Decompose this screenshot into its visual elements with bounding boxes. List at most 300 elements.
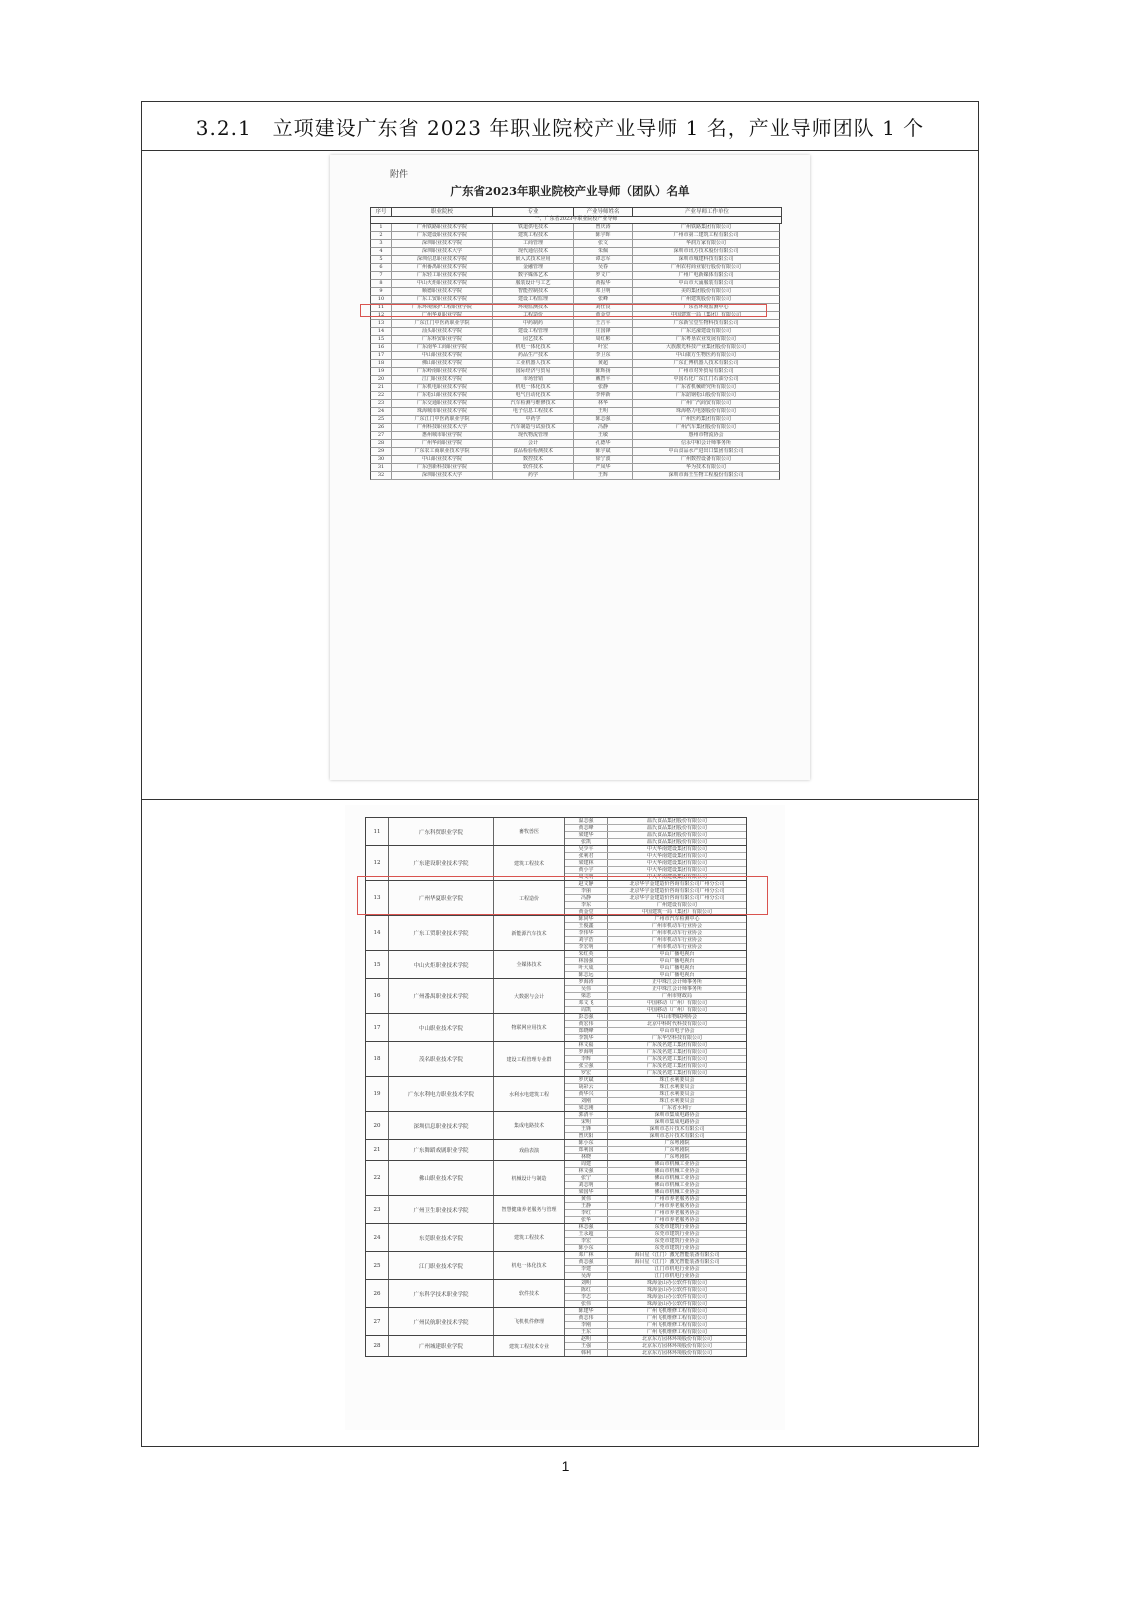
- member-row: [565, 1189, 746, 1195]
- member-name: 吴少平: [565, 846, 608, 852]
- member-row: [565, 1231, 746, 1238]
- member-company: 广州市养老服务协会: [654, 1196, 700, 1202]
- team-school: 中山火炬职业技术学院: [389, 951, 494, 978]
- table-cell: 3: [371, 240, 392, 247]
- section-heading: 3.2.1 立项建设广东省 2023 年职业院校产业导师 1 名，产业导师团队 1 个: [142, 102, 978, 151]
- scan-title: 广东省2023年职业院校产业导师（团队）名单: [450, 184, 690, 198]
- team-members: [565, 1042, 746, 1076]
- team-major: 戏曲表演: [494, 1140, 565, 1160]
- member-company: 温氏食品集团股份有限公司: [646, 825, 707, 831]
- member-name: 刘明: [565, 1280, 608, 1286]
- table-cell: 珠海城市职业技术学院: [392, 408, 493, 415]
- table-cell: 5: [371, 256, 392, 263]
- member-name: 张宁: [565, 1175, 608, 1181]
- member-company: 珠海金山办公软件有限公司: [646, 1301, 707, 1307]
- table-cell: 王敏: [574, 432, 633, 439]
- table-cell: 广州数控设备有限公司: [680, 456, 731, 462]
- table-cell: 王辉: [574, 472, 633, 479]
- table-cell: 刘仕良: [574, 304, 633, 311]
- table-cell: 汽车检测与维修技术: [493, 400, 574, 407]
- member-name: 温志强: [565, 818, 608, 824]
- table-cell: 广东松山职业技术学院: [392, 392, 493, 399]
- table-cell: 环境监测技术: [493, 304, 574, 311]
- member-name: 陈志远: [565, 972, 608, 978]
- table-cell: 广东省机械研究所有限公司: [675, 384, 736, 390]
- table-cell: 工程造价: [493, 312, 574, 319]
- table-row: [370, 400, 780, 408]
- member-name: 李建: [565, 1266, 608, 1272]
- attachment-label: 附件: [390, 170, 409, 180]
- member-row: [565, 1168, 746, 1175]
- team-members: [565, 846, 746, 880]
- team-members: [565, 951, 746, 978]
- member-name: 李红: [565, 1210, 608, 1216]
- member-row: [565, 1042, 746, 1049]
- team-members: [565, 1140, 746, 1160]
- member-row: [565, 1217, 746, 1223]
- member-row: [565, 1301, 746, 1307]
- team-major: 智慧健康养老服务与管理: [494, 1196, 565, 1223]
- scanned-list-page: [330, 155, 810, 780]
- member-company: 广东茂名建工集团有限公司: [646, 1070, 707, 1076]
- member-company: 海目星（江门）激光智能装备有限公司: [634, 1259, 720, 1265]
- member-name: 梁建华: [565, 832, 608, 838]
- member-name: 张伟: [565, 1301, 608, 1307]
- member-company: 中山市物联网协会: [656, 1014, 697, 1020]
- member-name: 韩利: [565, 1350, 608, 1356]
- member-row: [565, 993, 746, 1000]
- table-cell: 15: [371, 336, 392, 343]
- team-number: 13: [366, 881, 389, 915]
- team-school: 广东舞蹈戏剧职业学院: [389, 1140, 494, 1160]
- member-name: 黄志伟: [565, 1315, 608, 1321]
- team-members: [565, 1280, 746, 1307]
- table-cell: 广州建筑股份有限公司: [680, 296, 731, 302]
- table-row: [370, 432, 780, 440]
- team-major: 飞机机件修理: [494, 1308, 565, 1335]
- member-row: [565, 1175, 746, 1182]
- table-cell: 现代物流管理: [493, 432, 574, 439]
- table-cell: 珠海格力电器股份有限公司: [675, 408, 736, 414]
- member-company: 广州市养老服务协会: [654, 1210, 700, 1216]
- team-group: [365, 1077, 747, 1112]
- table-cell: 21: [371, 384, 392, 391]
- table-cell: 美的集团股份有限公司: [680, 288, 731, 294]
- table-row: [370, 408, 780, 416]
- member-name: 邓文飞: [565, 1000, 608, 1006]
- member-company: 广东茂名建工集团有限公司: [646, 1063, 707, 1069]
- member-row: [565, 839, 746, 845]
- team-major: 水利水电建筑工程: [494, 1077, 565, 1111]
- member-name: 宋明: [565, 1119, 608, 1125]
- member-row: [565, 1273, 746, 1279]
- member-name: 王东: [565, 1329, 608, 1335]
- table-row: [370, 272, 780, 280]
- team-members: [565, 1336, 746, 1356]
- member-company: 广州市机动车行业协会: [651, 923, 702, 929]
- table-cell: 药学: [493, 472, 574, 479]
- member-row: [565, 972, 746, 978]
- member-name: 张立强: [565, 1063, 608, 1069]
- table-cell: 孔德华: [574, 440, 633, 447]
- table-cell: 冯静: [574, 424, 633, 431]
- member-name: 陈小东: [565, 1140, 608, 1146]
- team-number: 21: [366, 1140, 389, 1160]
- header-cell: 产业导师姓名: [574, 208, 633, 216]
- table-cell: 园艺技术: [493, 336, 574, 343]
- member-name: 李刚: [565, 1322, 608, 1328]
- table-cell: 广东达濠建设有限公司: [680, 328, 731, 334]
- member-name: 罗海涛: [565, 979, 608, 985]
- table-cell: 28: [371, 440, 392, 447]
- table-cell: 江门职业技术学院: [392, 376, 493, 383]
- member-row: [565, 986, 746, 993]
- member-company: 海目星（江门）激光智能装备有限公司: [634, 1252, 720, 1258]
- member-row: [565, 930, 746, 937]
- member-name: 叶大成: [565, 965, 608, 971]
- table-cell: 8: [371, 280, 392, 287]
- table-cell: 广东南华工商职业学院: [392, 344, 493, 351]
- team-members: [565, 1252, 746, 1279]
- member-company: 佛山市机械工业协会: [654, 1168, 700, 1174]
- member-row: [565, 1161, 746, 1168]
- member-name: 陈同华: [565, 916, 608, 922]
- team-group: [365, 1308, 747, 1336]
- team-number: 27: [366, 1308, 389, 1335]
- table-row: [370, 320, 780, 328]
- highlight-box-2: [357, 876, 768, 915]
- member-name: 黄志强: [565, 1259, 608, 1265]
- header-cell: 职业院校: [392, 208, 493, 216]
- member-name: 王静: [565, 1203, 608, 1209]
- member-row: [565, 1007, 746, 1013]
- table-cell: 9: [371, 288, 392, 295]
- member-name: 周建: [565, 1161, 608, 1167]
- table-cell: 深圳职业技术大学: [392, 248, 493, 255]
- team-major: 建筑工程技术专业: [494, 1336, 565, 1356]
- member-row: [565, 1182, 746, 1189]
- table-cell: 中山市大涌服装有限公司: [678, 280, 734, 286]
- team-school: 广东科贸职业学院: [389, 818, 494, 845]
- team-number: 15: [366, 951, 389, 978]
- team-school: 江门职业技术学院: [389, 1252, 494, 1279]
- table-cell: 广州汽车集团股份有限公司: [675, 424, 736, 430]
- member-name: 黄华兴: [565, 1091, 608, 1097]
- team-members: [565, 1077, 746, 1111]
- member-name: 李辉: [565, 1056, 608, 1062]
- table-cell: 广州番禺职业技术学院: [392, 264, 493, 271]
- member-company: 广东茂名建工集团有限公司: [646, 1056, 707, 1062]
- member-name: 梁思: [565, 993, 608, 999]
- table-cell: 陈志强: [574, 416, 633, 423]
- team-members: [565, 979, 746, 1013]
- team-group: [365, 916, 747, 951]
- table-cell: 24: [371, 408, 392, 415]
- member-company: 江门市机电行业协会: [654, 1273, 700, 1279]
- table-cell: 10: [371, 296, 392, 303]
- table-cell: 14: [371, 328, 392, 335]
- member-row: [565, 1238, 746, 1245]
- table-cell: 数字媒体艺术: [493, 272, 574, 279]
- team-members: [565, 818, 746, 845]
- member-company: 深圳市芯片技术有限公司: [649, 1133, 705, 1139]
- table-row: [370, 448, 780, 456]
- member-row: [565, 853, 746, 860]
- table-cell: 林华: [574, 400, 633, 407]
- table-cell: 广东汇博机器人技术有限公司: [673, 360, 739, 366]
- table-cell: 张静: [574, 384, 633, 391]
- member-name: 郭清平: [565, 1112, 608, 1118]
- team-group: [365, 979, 747, 1014]
- table-cell: 王明: [574, 408, 633, 415]
- member-row: [565, 832, 746, 839]
- table-row: [370, 224, 780, 232]
- table-cell: 中山职业技术学院: [392, 352, 493, 359]
- member-company: 佛山市机械工业协会: [654, 1189, 700, 1195]
- table-cell: 张峰: [574, 296, 633, 303]
- member-company: 中山广播电视台: [659, 965, 695, 971]
- member-company: 温氏食品集团股份有限公司: [646, 839, 707, 845]
- member-company: 中国建筑一局（集团）有限公司: [641, 909, 712, 915]
- table-cell: 机电一体化技术: [493, 344, 574, 351]
- member-company: 珠江水利委员会: [659, 1098, 695, 1104]
- table-cell: 朱佩: [574, 248, 633, 255]
- table-cell: 黄金堂: [574, 312, 633, 319]
- member-name: 李凯华: [565, 1035, 608, 1041]
- member-row: [565, 1098, 746, 1105]
- table-cell: 药品生产技术: [493, 352, 574, 359]
- table-row: [370, 416, 780, 424]
- table-cell: 25: [371, 416, 392, 423]
- team-number: 18: [366, 1042, 389, 1076]
- team-members: [565, 1196, 746, 1223]
- table-cell: 中山食品水产进出口集团有限公司: [668, 448, 744, 454]
- member-company: 深圳市集成电路协会: [654, 1112, 700, 1118]
- member-company: 广东华坚科技有限公司: [651, 1035, 702, 1041]
- team-number: 24: [366, 1224, 389, 1251]
- table-cell: 广东农工商职业技术学院: [392, 448, 493, 455]
- member-name: 王锋: [565, 1126, 608, 1132]
- member-row: [565, 1133, 746, 1139]
- table-cell: 中药制药: [493, 320, 574, 327]
- member-company: 东莞市建筑行业协会: [654, 1245, 700, 1251]
- member-company: 中大华南建设集团有限公司: [646, 853, 707, 859]
- table-cell: 6: [371, 264, 392, 271]
- table-cell: 汽车制造与试验技术: [493, 424, 574, 431]
- member-name: 黄志峰: [565, 825, 608, 831]
- member-row: [565, 1028, 746, 1035]
- table-cell: 26: [371, 424, 392, 431]
- team-major: 建设工程管理专业群: [494, 1042, 565, 1076]
- table-cell: 广东粤垦农业发展有限公司: [675, 336, 736, 342]
- member-name: 罗宏: [565, 1070, 608, 1076]
- team-major: 新能源汽车技术: [494, 916, 565, 950]
- member-company: 东莞市建筑行业协会: [654, 1231, 700, 1237]
- table-row: [370, 248, 780, 256]
- header-cell: 序号: [371, 208, 392, 216]
- table-cell: 李卫东: [574, 352, 633, 359]
- table-cell: 广东环境保护工程职业学院: [392, 304, 493, 311]
- member-row: [565, 1266, 746, 1273]
- team-major: 集成电路技术: [494, 1112, 565, 1139]
- team-members: [565, 1308, 746, 1335]
- member-company: 北京东方园林环境股份有限公司: [641, 1343, 712, 1349]
- team-school: 广州城建职业学院: [389, 1336, 494, 1356]
- member-name: 曾庆阳: [565, 1133, 608, 1139]
- member-name: 郑利国: [565, 1147, 608, 1153]
- member-name: 胡彩云: [565, 1084, 608, 1090]
- team-number: 12: [366, 846, 389, 880]
- member-name: 黄宏伟: [565, 1021, 608, 1027]
- member-row: [565, 916, 746, 923]
- member-company: 佛山市机械工业协会: [654, 1175, 700, 1181]
- member-row: [565, 1154, 746, 1160]
- table-cell: 食品检验检测技术: [493, 448, 574, 455]
- table-cell: 广州铁路集团有限公司: [680, 224, 731, 230]
- member-row: [565, 1252, 746, 1259]
- table-cell: 深圳职业技术学院: [392, 240, 493, 247]
- table-cell: 建设工程监理: [493, 296, 574, 303]
- team-group: [365, 818, 747, 846]
- table-cell: 李仲新: [574, 392, 633, 399]
- table-row: [370, 384, 780, 392]
- team-major: 工程造价: [494, 881, 565, 915]
- member-company: 中大华南建设集团有限公司: [646, 867, 707, 873]
- member-company: 广州市机动车行业协会: [651, 937, 702, 943]
- team-major: 机械设计与制造: [494, 1161, 565, 1195]
- member-company: 中大华南建设集团有限公司: [646, 860, 707, 866]
- member-name: 刘刚: [565, 1098, 608, 1104]
- table-cell: 7: [371, 272, 392, 279]
- member-name: 张凯: [565, 839, 608, 845]
- table-row: [370, 376, 780, 384]
- table-cell: 2: [371, 232, 392, 239]
- member-name: 陈红: [565, 1287, 608, 1293]
- team-number: 16: [366, 979, 389, 1013]
- team-group: [365, 1042, 747, 1077]
- member-company: 广东茂名建工集团有限公司: [646, 1042, 707, 1048]
- table-cell: 广东交通职业技术学院: [392, 400, 493, 407]
- table-cell: 1: [371, 224, 392, 231]
- team-major: 建筑工程技术: [494, 846, 565, 880]
- member-name: 赵文静: [565, 881, 608, 887]
- table-cell: 庄国锋: [574, 328, 633, 335]
- table-row: [370, 288, 780, 296]
- member-company: 温氏食品集团股份有限公司: [646, 818, 707, 824]
- member-row: [565, 1119, 746, 1126]
- team-group: [365, 1014, 747, 1042]
- table-row: [370, 336, 780, 344]
- table-cell: 广东江门中医药职业学院: [392, 320, 493, 327]
- scan-table-body: [370, 224, 780, 480]
- table-cell: 黄超: [574, 360, 633, 367]
- member-name: 陈小东: [565, 1245, 608, 1251]
- member-row: [565, 1140, 746, 1147]
- table-cell: 会计: [493, 440, 574, 447]
- member-name: 林文福: [565, 1042, 608, 1048]
- team-number: 11: [366, 818, 389, 845]
- team-number: 23: [366, 1196, 389, 1223]
- table-row: [370, 344, 780, 352]
- member-row: [565, 860, 746, 867]
- table-cell: 20: [371, 376, 392, 383]
- member-company: 广州市财政局: [661, 993, 692, 999]
- scan-subheader: 一、广东省2023年职业院校产业导师: [370, 216, 782, 224]
- team-school: 广东建设职业技术学院: [389, 846, 494, 880]
- table-cell: 广东工贸职业技术学院: [392, 296, 493, 303]
- table-cell: 广州铁路职业技术学院: [392, 224, 493, 231]
- table-cell: 服装设计与工艺: [493, 280, 574, 287]
- member-name: 王强: [565, 1343, 608, 1349]
- member-company: 广东粤剧院: [664, 1154, 690, 1160]
- member-company: 北京东方园林环境股份有限公司: [641, 1350, 712, 1356]
- member-name: 梁建林: [565, 860, 608, 866]
- team-group: [365, 1112, 747, 1140]
- member-company: 东莞市建筑行业协会: [654, 1238, 700, 1244]
- table-cell: 深圳市城建科技有限公司: [678, 256, 734, 262]
- table-cell: 31: [371, 464, 392, 471]
- member-company: 广东省水利厅: [661, 1105, 692, 1111]
- table-cell: 19: [371, 368, 392, 375]
- member-row: [565, 1287, 746, 1294]
- member-row: [565, 937, 746, 944]
- table-cell: 邓卫明: [574, 288, 633, 295]
- table-cell: 广东创新科技职业学院: [392, 464, 493, 471]
- member-company: 珠江水利委员会: [659, 1077, 695, 1083]
- member-row: [565, 958, 746, 965]
- table-cell: 罗文广: [574, 272, 633, 279]
- team-number: 19: [366, 1077, 389, 1111]
- table-cell: 广州市第二建筑工程有限公司: [673, 232, 739, 238]
- table-row: [370, 280, 780, 288]
- table-cell: 广州医药集团有限公司: [680, 416, 731, 422]
- member-company: 温氏食品集团股份有限公司: [646, 832, 707, 838]
- member-row: [565, 1322, 746, 1329]
- member-name: 黄伟: [565, 1196, 608, 1202]
- table-cell: 信永中和会计师事务所: [680, 440, 731, 446]
- member-company: 广东粤剧院: [664, 1140, 690, 1146]
- member-row: [565, 951, 746, 958]
- table-cell: 建设工程管理: [493, 328, 574, 335]
- table-cell: 32: [371, 472, 392, 479]
- member-row: [565, 944, 746, 950]
- table-cell: 汕头职业技术学院: [392, 328, 493, 335]
- member-row: [565, 1070, 746, 1076]
- team-school: 广州华夏职业学院: [389, 881, 494, 915]
- member-row: [565, 1350, 746, 1356]
- member-row: [565, 1245, 746, 1251]
- member-company: 深圳市芯片技术有限公司: [649, 1126, 705, 1132]
- table-cell: 陈宇斌: [574, 448, 633, 455]
- member-row: [565, 1112, 746, 1119]
- table-cell: 徐宁波: [574, 456, 633, 463]
- table-cell: 22: [371, 392, 392, 399]
- member-row: [565, 1336, 746, 1343]
- team-school: 东莞职业技术学院: [389, 1224, 494, 1251]
- table-cell: 谭志军: [574, 256, 633, 263]
- member-name: 冯静: [565, 895, 608, 901]
- member-company: 北京中科时代科技有限公司: [646, 1021, 707, 1027]
- member-company: 中大华南建设集团有限公司: [646, 874, 707, 880]
- table-row: [370, 472, 780, 480]
- member-name: 梁志刚: [565, 1105, 608, 1111]
- table-cell: 曾庆涛: [574, 224, 633, 231]
- table-cell: 13: [371, 320, 392, 327]
- team-school: 广东科学技术职业学院: [389, 1280, 494, 1307]
- table-cell: 18: [371, 360, 392, 367]
- team-number: 26: [366, 1280, 389, 1307]
- member-name: 王永超: [565, 1231, 608, 1237]
